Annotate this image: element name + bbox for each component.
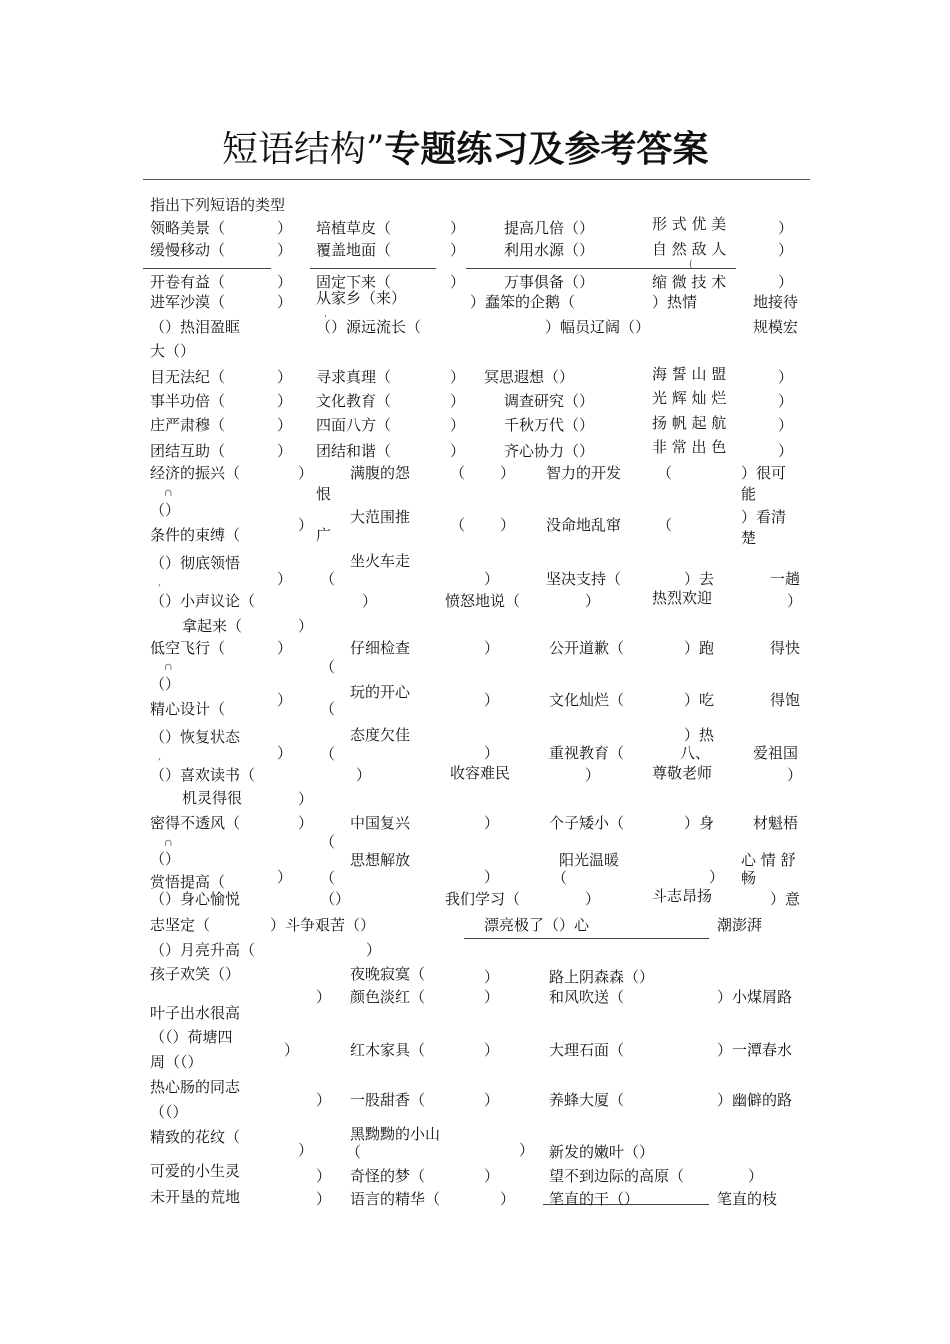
phrase-text: ） — [450, 241, 466, 259]
phrase-text: 文化教育（ — [316, 392, 392, 410]
phrase-text: （） — [150, 675, 181, 693]
phrase-text: 团结和谐（ — [316, 442, 392, 460]
phrase-text: 楚 — [741, 529, 757, 547]
phrase-text: 路上阴森森（） — [549, 968, 655, 986]
phrase-text: （）源远流长（ — [316, 318, 422, 336]
phrase-text: ） — [778, 241, 794, 259]
phrase-text: ） — [778, 368, 794, 386]
phrase-text: ） — [787, 766, 803, 784]
phrase-text: ） — [298, 516, 314, 534]
phrase-text: ） — [277, 416, 293, 434]
phrase-text: ） — [316, 1190, 332, 1208]
phrase-text: ）小煤屑路 — [717, 988, 793, 1006]
phrase-text: ） — [277, 273, 293, 291]
phrase-text: 玩的开心 — [350, 683, 411, 701]
phrase-text: 提高几倍（） — [504, 219, 595, 237]
phrase-text: 利用水源（） — [504, 241, 595, 259]
phrase-text: ）意 — [770, 890, 801, 908]
phrase-text: ） — [284, 1041, 300, 1059]
phrase-text: 缓慢移动（ — [150, 241, 226, 259]
phrase-text: 黑黝黝的小山 — [350, 1125, 441, 1143]
phrase-text: 笔直的枝 — [717, 1190, 778, 1208]
phrase-text: 齐心协力（） — [504, 442, 595, 460]
phrase-text: 团结互助（ — [150, 442, 226, 460]
phrase-text: ） — [277, 691, 293, 709]
phrase-text: ）斗争艰苦（） — [270, 916, 376, 934]
phrase-text: ） — [450, 442, 466, 460]
phrase-text: 条件的束缚（ — [150, 526, 241, 544]
phrase-text: ） — [500, 516, 516, 534]
phrase-text: 材魁梧 — [753, 814, 799, 832]
phrase-text: 事半功倍（ — [150, 392, 226, 410]
phrase-text: 广 — [316, 526, 332, 544]
phrase-text: （） — [320, 890, 351, 908]
phrase-text: 笔直的干（） — [549, 1190, 640, 1208]
phrase-text: 潮澎湃 — [717, 916, 763, 934]
phrase-text: 精心设计（ — [150, 700, 226, 718]
phrase-text: ）蠢笨的企鹅（ — [470, 293, 576, 311]
phrase-text: 赏悟提高（ — [150, 873, 226, 891]
phrase-text: ） — [298, 1141, 314, 1159]
phrase-text: 夜晚寂寞（ — [350, 965, 426, 983]
phrase-text: 大范围推 — [350, 508, 411, 526]
phrase-text: ）吃 — [684, 691, 715, 709]
phrase-text: 文化灿烂（ — [549, 691, 625, 709]
phrase-text: （ — [450, 516, 466, 534]
phrase-text: （） — [150, 501, 181, 519]
phrase-text: ） — [316, 1167, 332, 1185]
phrase-text: ） — [356, 766, 372, 784]
title-part-2: 专题练习及参考答案 — [384, 129, 709, 170]
phrase-text: （）彻底领悟 — [150, 554, 241, 572]
phrase-text: 恨 — [316, 485, 332, 503]
phrase-text: ） — [484, 988, 500, 1006]
phrase-text: ） — [484, 814, 500, 832]
phrase-text: ） — [277, 392, 293, 410]
phrase-text: （）身心愉悦 — [150, 890, 241, 908]
phrase-text: 大理石面（ — [549, 1041, 625, 1059]
phrase-text: ） — [484, 1091, 500, 1109]
phrase-text: 新发的嫩叶（） — [549, 1143, 655, 1161]
phrase-text: （ — [320, 570, 336, 588]
phrase-text: 心 情 舒 — [741, 851, 796, 869]
scan-mark: , — [324, 308, 328, 319]
phrase-text: （ — [346, 1143, 362, 1161]
phrase-text: 仔细检查 — [350, 639, 411, 657]
phrase-text: （）小声议论（ — [150, 592, 256, 610]
phrase-text: ） — [277, 570, 293, 588]
phrase-text: （）热泪盈眶 — [150, 318, 241, 336]
phrase-text: ）幅员辽阔（） — [545, 318, 651, 336]
phrase-text: 得快 — [770, 639, 801, 657]
phrase-text: ） — [748, 1167, 764, 1185]
underline-4 — [464, 938, 709, 939]
phrase-text: 奇怪的梦（ — [350, 1167, 426, 1185]
phrase-text: ） — [277, 744, 293, 762]
phrase-text: ） — [450, 219, 466, 237]
phrase-text: 畅 — [741, 869, 757, 887]
phrase-text: 坚决支持（ — [546, 570, 622, 588]
phrase-text: ） — [298, 464, 314, 482]
phrase-text: ） — [277, 219, 293, 237]
scan-mark: ∩ — [164, 662, 173, 673]
phrase-text: 一趟 — [770, 570, 801, 588]
phrase-text: 开卷有益（ — [150, 273, 226, 291]
phrase-text: ）热 — [684, 726, 715, 744]
phrase-text: ） — [787, 592, 803, 610]
phrase-text: （ — [450, 464, 466, 482]
phrase-text: 缩 微 技 术 — [652, 273, 727, 291]
phrase-text: 形 式 优 美 — [652, 215, 727, 233]
phrase-text: 颜色淡红（ — [350, 988, 426, 1006]
phrase-text: 望不到边际的高原（ — [549, 1167, 685, 1185]
phrase-text: ） — [316, 988, 332, 1006]
phrase-text: ） — [709, 868, 725, 886]
phrase-text: 进军沙漠（ — [150, 293, 226, 311]
phrase-text: （ — [657, 516, 673, 534]
phrase-text: ） — [298, 617, 314, 635]
phrase-text: （ — [552, 869, 568, 887]
phrase-text: ）热情 — [652, 293, 698, 311]
phrase-text: ）看清 — [741, 508, 787, 526]
instruction-text: 指出下列短语的类型 — [150, 196, 286, 214]
phrase-text: 固定下来（ — [316, 273, 392, 291]
phrase-text: 扬 帆 起 航 — [652, 414, 727, 432]
phrase-text: 满腹的怨 — [350, 464, 411, 482]
phrase-text: 拿起来（ — [182, 617, 243, 635]
phrase-text: 领略美景（ — [150, 219, 226, 237]
phrase-text: ）很可 — [741, 464, 787, 482]
phrase-text: ）幽僻的路 — [717, 1091, 793, 1109]
phrase-text: ） — [484, 744, 500, 762]
phrase-text: ）跑 — [684, 639, 715, 657]
phrase-text: 智力的开发 — [546, 464, 622, 482]
phrase-text: 爱祖国 — [753, 744, 799, 762]
phrase-text: ） — [277, 241, 293, 259]
phrase-text: 坐火车走 — [350, 552, 411, 570]
phrase-text: ） — [277, 368, 293, 386]
phrase-text: 非 常 出 色 — [652, 438, 727, 456]
phrase-text: 孩子欢笑（） — [150, 965, 241, 983]
phrase-text: ） — [778, 219, 794, 237]
phrase-text: ） — [585, 592, 601, 610]
phrase-text: ） — [298, 814, 314, 832]
phrase-text: 海 誓 山 盟 — [652, 365, 727, 383]
phrase-text: 精致的花纹（ — [150, 1128, 241, 1146]
phrase-text: ） — [484, 868, 500, 886]
phrase-text: 热心肠的同志 — [150, 1078, 241, 1096]
phrase-text: ） — [277, 442, 293, 460]
phrase-text: 能 — [741, 485, 757, 503]
phrase-text: （）恢复状态 — [150, 728, 241, 746]
underline-2 — [310, 268, 436, 269]
phrase-text: 叶子出水很高 — [150, 1004, 241, 1022]
phrase-text: 周（（） — [150, 1053, 203, 1071]
phrase-text: 寻求真理（ — [316, 368, 392, 386]
phrase-text: 四面八方（ — [316, 416, 392, 434]
phrase-text: ） — [277, 868, 293, 886]
phrase-text: 密得不透风（ — [150, 814, 241, 832]
phrase-text: （ — [320, 700, 336, 718]
phrase-text: 收容难民 — [450, 764, 511, 782]
phrase-text: 千秋万代（） — [504, 416, 595, 434]
phrase-text: ） — [277, 639, 293, 657]
phrase-text: 万事俱备（） — [504, 273, 595, 291]
phrase-text: 经济的振兴（ — [150, 464, 241, 482]
phrase-text: ） — [500, 1190, 516, 1208]
phrase-text: 个子矮小（ — [549, 814, 625, 832]
title-part-1: 短语结构” — [222, 129, 385, 170]
phrase-text: ） — [450, 273, 466, 291]
phrase-text: （ — [320, 658, 336, 676]
phrase-text: ） — [298, 790, 314, 808]
phrase-text: ） — [450, 368, 466, 386]
phrase-text: 养蜂大厦（ — [549, 1091, 625, 1109]
underline-3 — [466, 268, 736, 269]
phrase-text: 我们学习（ — [445, 890, 521, 908]
scan-mark: ( — [689, 259, 693, 270]
phrase-text: （） — [150, 850, 181, 868]
phrase-text: 从家乡（来） — [316, 289, 407, 307]
phrase-text: 大（） — [150, 342, 196, 360]
phrase-text: ） — [484, 1041, 500, 1059]
phrase-text: ） — [277, 293, 293, 311]
phrase-text: ） — [484, 570, 500, 588]
phrase-text: ） — [450, 416, 466, 434]
phrase-text: 可爱的小生灵 — [150, 1162, 241, 1180]
phrase-text: 调查研究（） — [504, 392, 595, 410]
phrase-text: 一股甜香（ — [350, 1091, 426, 1109]
underline-1 — [143, 268, 271, 269]
phrase-text: ） — [778, 392, 794, 410]
phrase-text: ） — [362, 592, 378, 610]
phrase-text: ） — [519, 1141, 535, 1159]
phrase-text: ） — [316, 1091, 332, 1109]
phrase-text: 热烈欢迎 — [652, 589, 713, 607]
phrase-text: 光 辉 灿 烂 — [652, 389, 727, 407]
phrase-text: 低空飞行（ — [150, 639, 226, 657]
phrase-text: （ — [320, 833, 336, 851]
phrase-text: 阳光温暖 — [559, 851, 620, 869]
phrase-text: 中国复兴 — [350, 814, 411, 832]
phrase-text: 红木家具（ — [350, 1041, 426, 1059]
scan-mark: , — [158, 751, 162, 762]
phrase-text: 斗志昂扬 — [652, 887, 713, 905]
phrase-text: （ — [320, 745, 336, 763]
phrase-text: 语言的精华（ — [350, 1190, 441, 1208]
phrase-text: （）月亮升高（ — [150, 941, 256, 959]
phrase-text: ）去 — [684, 570, 715, 588]
phrase-text: 思想解放 — [350, 851, 411, 869]
phrase-text: 得饱 — [770, 691, 801, 709]
phrase-text: ） — [778, 442, 794, 460]
phrase-text: ） — [450, 392, 466, 410]
phrase-text: ） — [366, 941, 382, 959]
phrase-text: （ — [657, 464, 673, 482]
phrase-text: 尊敬老师 — [652, 764, 713, 782]
phrase-text: ） — [778, 273, 794, 291]
phrase-text: ） — [484, 1167, 500, 1185]
phrase-text: ） — [484, 968, 500, 986]
phrase-text: 冥思遐想（） — [484, 368, 575, 386]
phrase-text: ） — [585, 890, 601, 908]
phrase-text: （ — [320, 869, 336, 887]
scan-mark: , — [158, 577, 162, 588]
phrase-text: （（）荷塘四 — [150, 1028, 233, 1046]
phrase-text: 目无法纪（ — [150, 368, 226, 386]
phrase-text: ） — [585, 766, 601, 784]
phrase-text: ） — [484, 691, 500, 709]
phrase-text: 没命地乱窜 — [546, 516, 622, 534]
phrase-text: 培植草皮（ — [316, 219, 392, 237]
phrase-text: ） — [778, 416, 794, 434]
phrase-text: （（） — [150, 1103, 188, 1121]
phrase-text: 和风吹送（ — [549, 988, 625, 1006]
phrase-text: ）一潭春水 — [717, 1041, 793, 1059]
phrase-text: 公开道歉（ — [549, 639, 625, 657]
phrase-text: 规模宏 — [753, 318, 799, 336]
phrase-text: 覆盖地面（ — [316, 241, 392, 259]
phrase-text: 态度欠佳 — [350, 726, 411, 744]
phrase-text: 漂亮极了（）心 — [484, 916, 590, 934]
scan-mark: ∩ — [164, 488, 173, 499]
phrase-text: 庄严肃穆（ — [150, 416, 226, 434]
phrase-text: （）喜欢读书（ — [150, 766, 256, 784]
phrase-text: 自 然 敌 人 — [652, 240, 727, 258]
title-divider — [143, 179, 810, 180]
phrase-text: 重视教育（ — [549, 744, 625, 762]
phrase-text: 愤怒地说（ — [445, 592, 521, 610]
phrase-text: ）身 — [684, 814, 715, 832]
scan-mark: ∩ — [164, 838, 173, 849]
phrase-text: 地接待 — [753, 293, 799, 311]
phrase-text: 机灵得很 — [182, 789, 243, 807]
phrase-text: 志坚定（ — [150, 916, 211, 934]
phrase-text: ） — [500, 464, 516, 482]
phrase-text: 未开垦的荒地 — [150, 1188, 241, 1206]
phrase-text: 八、 — [680, 744, 711, 762]
phrase-text: ） — [484, 639, 500, 657]
page-title — [222, 124, 782, 176]
